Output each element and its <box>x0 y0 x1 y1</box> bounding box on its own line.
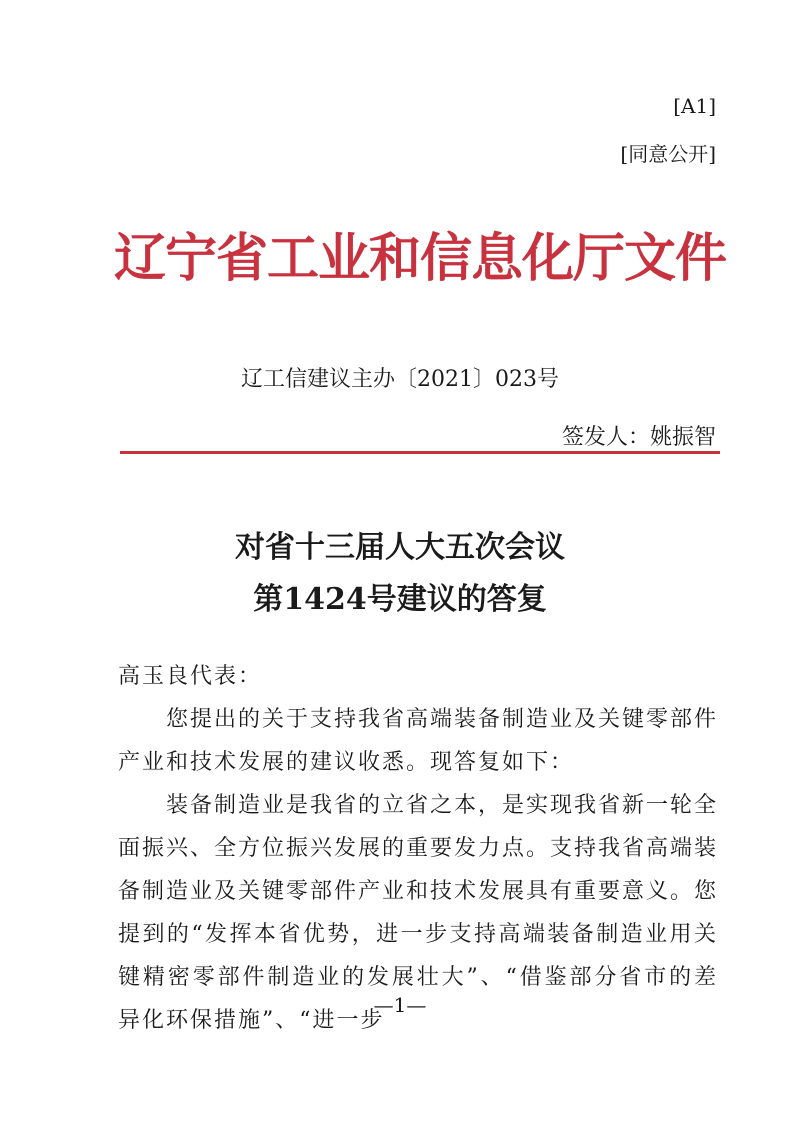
reply-title-line1: 对省十三届人大五次会议 <box>235 530 565 565</box>
reply-title-line2: 第1424号建议的答复 <box>253 582 547 617</box>
document-number: 辽工信建议主办〔2021〕023号 <box>241 367 559 392</box>
document-body <box>118 655 718 1042</box>
signer-line: 签发人：姚振智 <box>561 425 716 450</box>
body-paragraph-2: 装备制造业是我省的立省之本，是实现我省新一轮全面振兴、全方位振兴发展的重要发力点。支持我省高端装备制造业及关键零部件产业和技术发展具有重要意义。您提到的“发挥本省优势，进一步支持高端装备制造业用关键精密零部件制造业的发展壮大”、“借鉴部分省市的差异化环保措施”、“进一步 <box>118 793 719 1033</box>
disclosure-tag: [同意公开] <box>620 142 716 166</box>
page-number: —1— <box>373 993 427 1017</box>
body-paragraph-1: 您提出的关于支持我省高端装备制造业及关键零部件产业和技术发展的建议收悉。现答复如下： <box>118 707 719 775</box>
masthead-title: 辽宁省工业和信息化厅文件 <box>114 229 727 289</box>
red-divider <box>120 451 720 454</box>
classification-tag: [A1] <box>673 94 716 118</box>
salutation: 高玉良代表： <box>118 664 263 689</box>
